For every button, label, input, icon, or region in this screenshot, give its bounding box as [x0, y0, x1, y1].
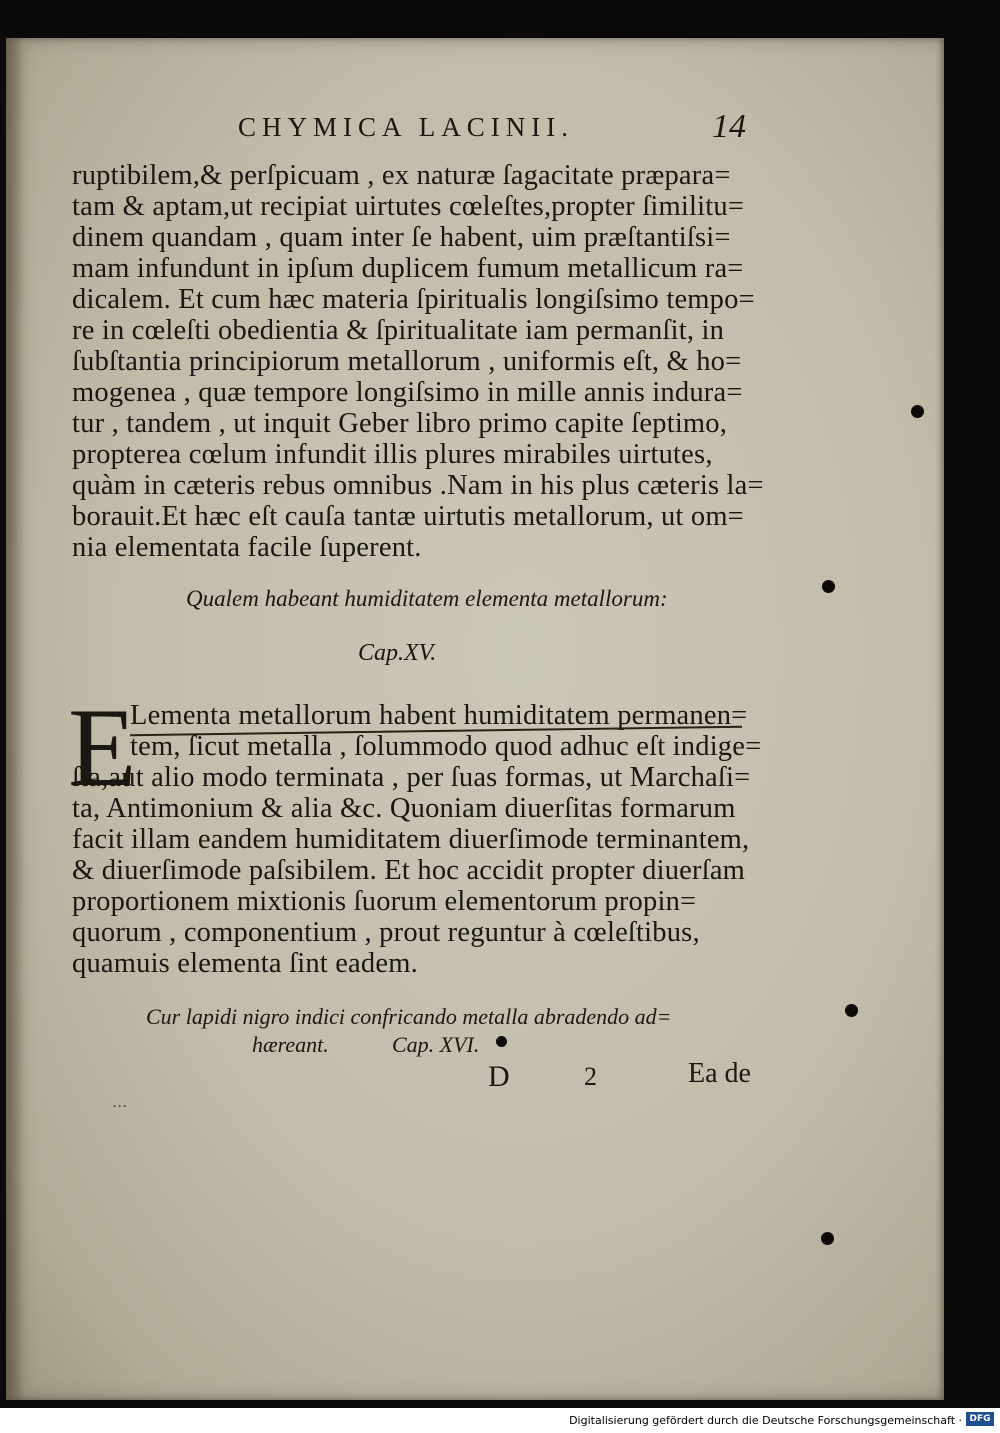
text-line: dinem quandam , quam inter ſe habent, uim præſtantiſsi=: [72, 222, 731, 253]
text-line: quorum , componentium , prout reguntur à cœleſtibus,: [72, 917, 700, 948]
text-line: propterea cœlum infundit illis plures mirabiles uirtutes,: [72, 439, 713, 470]
text-line: Lementa metallorum habent humiditatem permanen=: [130, 700, 748, 731]
footer-credit: Digitalisierung gefördert durch die Deutsche Forschungsgemeinschaft ·: [569, 1414, 962, 1427]
drop-cap: E: [68, 686, 137, 810]
chapter-16-title-line-2: hæreant.: [252, 1032, 329, 1057]
margin-dot: [821, 1232, 834, 1245]
page-gutter-shadow: [6, 38, 24, 1400]
text-line: tam & aptam,ut recipiat uirtutes cœleſtes,propter ſimilitu=: [72, 191, 745, 222]
dfg-logo: DFG: [966, 1412, 994, 1426]
text-line: quamuis elementa ſint eadem.: [72, 948, 418, 979]
margin-dot: [822, 580, 835, 593]
margin-dot: [911, 405, 924, 418]
text-line: mogenea , quæ tempore longiſsimo in mille annis indura=: [72, 377, 743, 408]
text-line: ſta,aut alio modo terminata , per ſuas formas, ut Marchaſi=: [72, 762, 751, 793]
catchword: Ea de: [688, 1058, 751, 1089]
chapter-15-title: Qualem habeant humiditatem elementa metallorum:: [186, 586, 668, 611]
page-number: 14: [712, 108, 746, 145]
signature-mark: D: [488, 1060, 510, 1093]
text-line: ſubſtantia principiorum metallorum , uniformis eſt, & ho=: [72, 346, 742, 377]
running-title: CHYMICA LACINII.: [238, 112, 574, 142]
text-line: nia elementata facile ſuperent.: [72, 532, 422, 563]
text-line: borauit.Et hæc eſt cauſa tantæ uirtutis metallorum, ut om=: [72, 501, 744, 532]
margin-dot: [845, 1004, 858, 1017]
text-line: ruptibilem,& perſpicuam , ex naturæ ſagacitate præpara=: [72, 160, 731, 191]
chapter-16-title-line-1: Cur lapidi nigro indici confricando metalla abradendo ad=: [146, 1004, 672, 1029]
ink-dot: [496, 1036, 507, 1047]
text-line: re in cœleſti obedientia & ſpiritualitate iam permanſit, in: [72, 315, 725, 346]
text-line: facit illam eandem humiditatem diuerſimode terminantem,: [72, 824, 750, 855]
text-line: ta, Antimonium & alia &c. Quoniam diuerſitas formarum: [72, 793, 736, 824]
chapter-15-number: Cap.XV.: [358, 640, 437, 666]
text-line: proportionem mixtionis ſuorum elementorum propin=: [72, 886, 697, 917]
text-line: mam infundunt in ipſum duplicem fumum metallicum ra=: [72, 253, 744, 284]
text-line: tem, ſicut metalla , ſolummodo quod adhuc eſt indige=: [130, 731, 762, 762]
text-line: dicalem. Et cum hæc materia ſpiritualis longiſsimo tempo=: [72, 284, 755, 315]
text-line: quàm in cæteris rebus omnibus .Nam in his plus cæteris la=: [72, 470, 764, 501]
text-line: & diuerſimode paſsibilem. Et hoc accidit propter diuerſam: [72, 855, 746, 886]
signature-number: 2: [584, 1062, 597, 1091]
text-line: tur , tandem , ut inquit Geber libro primo capite ſeptimo,: [72, 408, 728, 439]
chapter-16-number: Cap. XVI.: [392, 1032, 480, 1057]
margin-marks: ...: [112, 1092, 128, 1111]
